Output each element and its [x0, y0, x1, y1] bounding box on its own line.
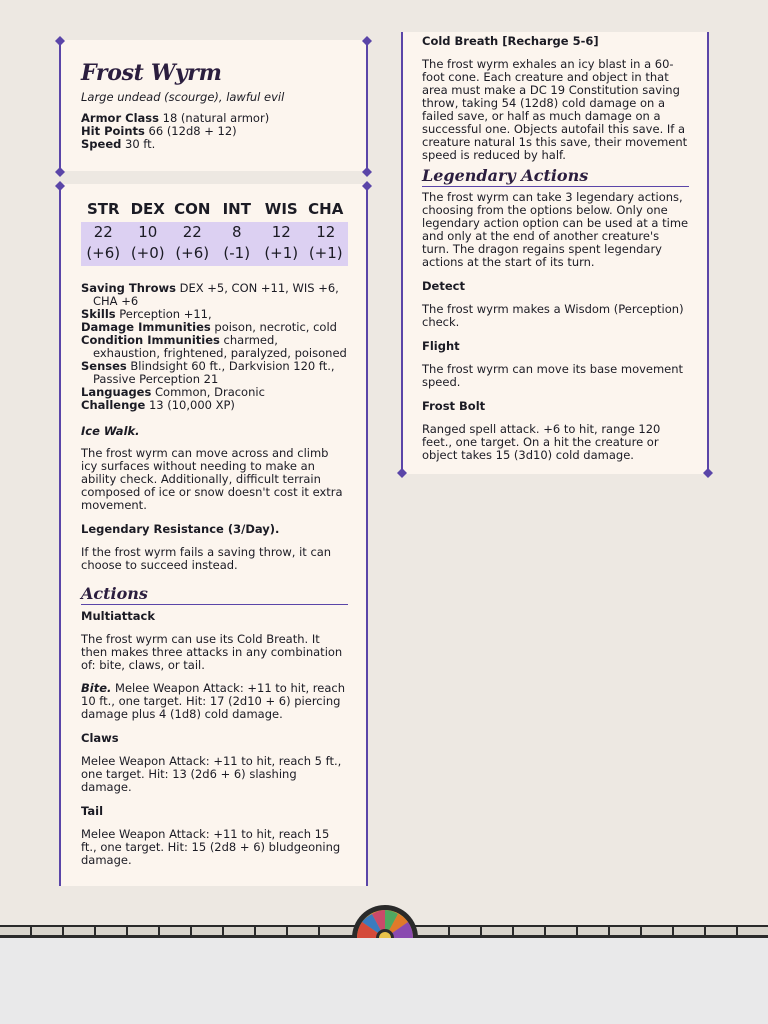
ability-scores: 22 10 22 8 12 12: [81, 222, 348, 243]
legendary-intro: The frost wyrm can take 3 legendary actions, choosing from the options below. Only one legendary action option can be used at a time and only at the end of another creature's turn. The dragon regains spent legendary actions at the start of its turn.: [422, 190, 689, 269]
senses: Senses Blindsight 60 ft., Darkvision 120 ft., Passive Perception 21: [81, 359, 335, 386]
cold-breath-title: Cold Breath [Recharge 5-6]: [422, 34, 599, 48]
statblock-header-frame: [59, 40, 368, 171]
statblock-main-frame: [59, 184, 368, 886]
tail-title: Tail: [81, 804, 104, 818]
multiattack-title: Multiattack: [81, 609, 155, 623]
rose-window-ornament-icon: [350, 902, 420, 938]
skills: Skills Perception +11,: [81, 307, 212, 321]
frost-bolt-title: Frost Bolt: [422, 399, 486, 413]
actions-heading: Actions: [81, 584, 348, 605]
monster-type: Large undead (scourge), lawful evil: [81, 90, 285, 104]
statblock-right-frame: [401, 32, 709, 474]
monster-name: Frost Wyrm: [81, 60, 222, 86]
cold-breath-text: The frost wyrm exhales an icy blast in a 60-foot cone. Each creature and object in that area must make a DC 19 Constitution saving throw, taking 54 (12d8) cold damage on a failed save, or half as much damage on a successful one. Objects autofail this save. If a creature natural 1s this save, their movement speed is reduced by half.: [422, 57, 688, 162]
frame-ornament-icon: [397, 468, 407, 478]
challenge: Challenge 13 (10,000 XP): [81, 398, 235, 412]
flight-text: The frost wyrm can move its base movement speed.: [422, 362, 684, 389]
languages: Languages Common, Draconic: [81, 385, 265, 399]
ability-headers: STR DEX CON INT WIS CHA: [86, 200, 344, 218]
ice-walk-title: Ice Walk.: [81, 424, 140, 438]
flight-title: Flight: [422, 339, 460, 353]
frame-ornament-icon: [703, 468, 713, 478]
damage-immunities: Damage Immunities poison, necrotic, cold: [81, 320, 337, 334]
legendary-resistance-title: Legendary Resistance (3/Day).: [81, 522, 280, 536]
detect-text: The frost wyrm makes a Wisdom (Perception) check.: [422, 302, 684, 329]
frame-ornament-icon: [55, 36, 65, 46]
condition-immunities: Condition Immunities charmed, exhaustion, frightened, paralyzed, poisoned: [81, 333, 347, 360]
hit-points-row: Hit Points 66 (12d8 + 12): [81, 124, 237, 138]
speed-row: Speed 30 ft.: [81, 137, 156, 151]
saving-throws: Saving Throws DEX +5, CON +11, WIS +6, CHA +6: [81, 281, 339, 308]
tail-text: Melee Weapon Attack: +11 to hit, reach 15 ft., one target. Hit: 15 (2d8 + 6) bludgeoning damage.: [81, 827, 341, 867]
frost-bolt-text: Ranged spell attack. +6 to hit, range 120 feet., one target. On a hit the creature or object takes 15 (3d10) cold damage.: [422, 422, 661, 462]
frame-ornament-icon: [362, 167, 372, 177]
frame-ornament-icon: [55, 167, 65, 177]
legendary-actions-heading: Legendary Actions: [422, 166, 689, 187]
frame-ornament-icon: [55, 181, 65, 191]
ice-walk-text: The frost wyrm can move across and climb icy surfaces without needing to make an ability check. Additionally, difficult terrain composed of ice or snow doesn't cost it extra movement.: [81, 446, 343, 512]
detect-title: Detect: [422, 279, 465, 293]
ability-modifiers: (+6) (+0) (+6) (-1) (+1) (+1): [81, 243, 348, 266]
claws-text: Melee Weapon Attack: +11 to hit, reach 5 ft., one target. Hit: 13 (2d6 + 6) slashing damage.: [81, 754, 342, 794]
bite-text: Bite. Melee Weapon Attack: +11 to hit, reach 10 ft., one target. Hit: 17 (2d10 + 6) piercing damage plus 4 (1d8) cold damage.: [81, 681, 346, 721]
claws-title: Claws: [81, 731, 119, 745]
armor-class-row: Armor Class 18 (natural armor): [81, 111, 270, 125]
frame-ornament-icon: [362, 36, 372, 46]
frame-ornament-icon: [362, 181, 372, 191]
multiattack-text: The frost wyrm can use its Cold Breath. It then makes three attacks in any combination of: bite, claws, or tail.: [81, 632, 343, 672]
legendary-resistance-text: If the frost wyrm fails a saving throw, it can choose to succeed instead.: [81, 545, 332, 572]
